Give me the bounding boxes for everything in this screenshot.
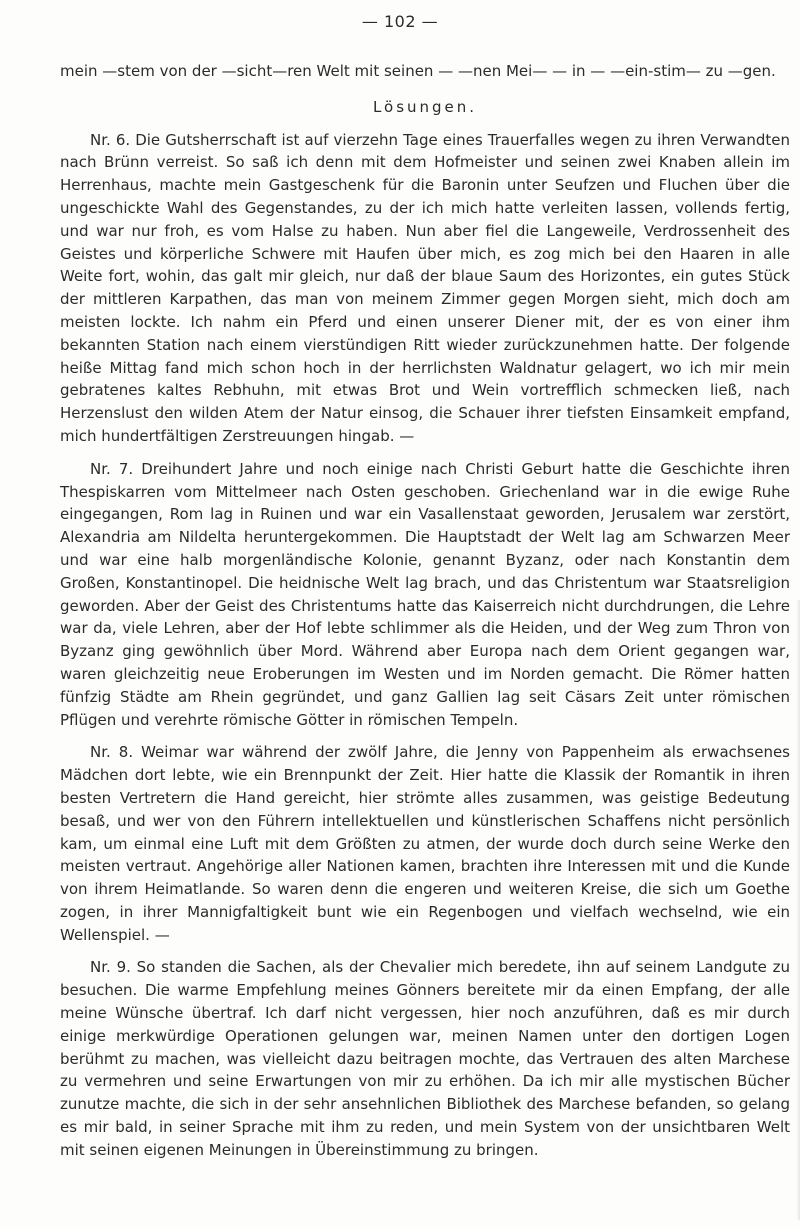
page-number: — 102 — — [361, 12, 439, 31]
section-heading: Lösungen. — [372, 97, 478, 116]
page-edge-shadow — [796, 600, 800, 1220]
exercise-tail: mein —stem von der —sicht—ren Welt mit seinen — —nen Mei— — in — —ein-stim— zu —gen. — [60, 62, 776, 80]
page-body — [60, 60, 790, 1172]
solution-paragraph-8: Nr. 8. Weimar war während der zwölf Jahre, die Jenny von Pappenheim als erwachsenes Mädchen dort lebte, wie ein Brennpunkt der Zeit. Hier hatte die Klassik der Romantik in ihren besten Vertretern die Hand gereicht, hier strömte alles zusammen, was geistige Bedeutung besaß, und wer von den Führern intellektuellen und künstlerischen Schaffens nicht persönlich kam, um einmal eine Luft mit dem Größten zu atmen, der wurde doch durch seine Werke den meisten vertraut. Angehörige aller Nationen kamen, brachten ihre Interessen mit und die Kunde von ihrem Heimatlande. So waren denn die engeren und weiteren Kreise, die sich um Goethe zogen, in ihrer Mannigfaltigkeit bunt wie ein Regenbogen und vielfach wechselnd, wie ein Wellenspiel. — — [60, 743, 790, 944]
solution-paragraph-6: Nr. 6. Die Gutsherrschaft ist auf vierzehn Tage eines Trauerfalles wegen zu ihren Verwandten nach Brünn verreist. So saß ich denn mit dem Hofmeister und seinen zwei Knaben allein im Herrenhaus, machte mein Gastgeschenk für die Baronin unter Seufzen und Fluchen über die ungeschickte Wahl des Gegenstandes, zu der ich mich hatte verleiten lassen, vollends fertig, und war nur froh, es vom Halse zu haben. Nun aber fiel die Langeweile, Verdrossenheit des Geistes und körperliche Schwere mit Haufen über mich, es zog mich bei den Haaren in alle Weite fort, wohin, das galt mir gleich, nur daß der blaue Saum des Horizontes, ein gutes Stück der mittleren Karpathen, das man von meinem Zimmer gegen Morgen sieht, mich doch am meisten lockte. Ich nahm ein Pferd und einen unserer Diener mit, der es von einer ihm bekannten Station nach einem vierstündigen Ritt wieder zurückzunehmen hatte. Der folgende heiße Mittag fand mich schon hoch in der herrlichsten Waldnatur gelagert, wo ich mir mein gebratenes kaltes Rebhuhn, mit etwas Brot und Wein vortrefflich schmecken ließ, nach Herzenslust den wilden Atem der Natur einsog, die Schauer ihrer tiefsten Einsamkeit empfand, mich hundertfältigen Zerstreuungen hingab. — — [60, 130, 790, 445]
solution-paragraph-9: Nr. 9. So standen die Sachen, als der Chevalier mich beredete, ihn auf seinem Landgute zu besuchen. Die warme Empfehlung meines Gönners bereitete mir da einen Empfang, der alle meine Wünsche übertraf. Ich darf nicht vergessen, hier noch anzuführen, daß es mir durch einige merkwürdige Operationen gelungen war, meinen Namen unter den dortigen Logen berühmt zu machen, was vielleicht dazu beitragen mochte, das Vertrauen des alten Marchese zu vermehren und seine Erwartungen von mir zu erhöhen. Da ich mir alle mystischen Bücher zunutze machte, die sich in der sehr ansehnlichen Bibliothek des Marchese befanden, so gelang es mir bald, in seiner Sprache mit ihm zu reden, und mein System von der unsichtbaren Welt mit seinen eigenen Meinungen in Übereinstimmung zu bringen. — [60, 958, 790, 1159]
solution-paragraph-7: Nr. 7. Dreihundert Jahre und noch einige nach Christi Geburt hatte die Geschichte ihren Thespiskarren vom Mittelmeer nach Osten geschoben. Griechenland war in die ewige Ruhe eingegangen, Rom lag in Ruinen und war ein Vasallenstaat geworden, Jerusalem war zerstört, Alexandria am Nildelta heruntergekommen. Die Hauptstadt der Welt lag am Schwarzen Meer und war eine halb morgenländische Kolonie, genannt Byzanz, oder nach Konstantin dem Großen, Konstantinopel. Die heidnische Welt lag brach, und das Christentum war Staatsreligion geworden. Aber der Geist des Christentums hatte das Kaiserreich nicht durchdrungen, die Lehre war da, viele Lehren, aber der Hof lebte schlimmer als die Heiden, und der Weg zum Thron von Byzanz ging gewöhnlich über Mord. Während aber Europa nach dem Orient gegangen war, waren gleichzeitig neue Eroberungen im Westen und im Norden gemacht. Die Römer hatten fünfzig Städte am Rhein gegründet, und ganz Gallien lag seit Cäsars Zeit unter römischen Pflügen und verehrte römische Götter in römischen Tempeln. — [60, 459, 790, 729]
